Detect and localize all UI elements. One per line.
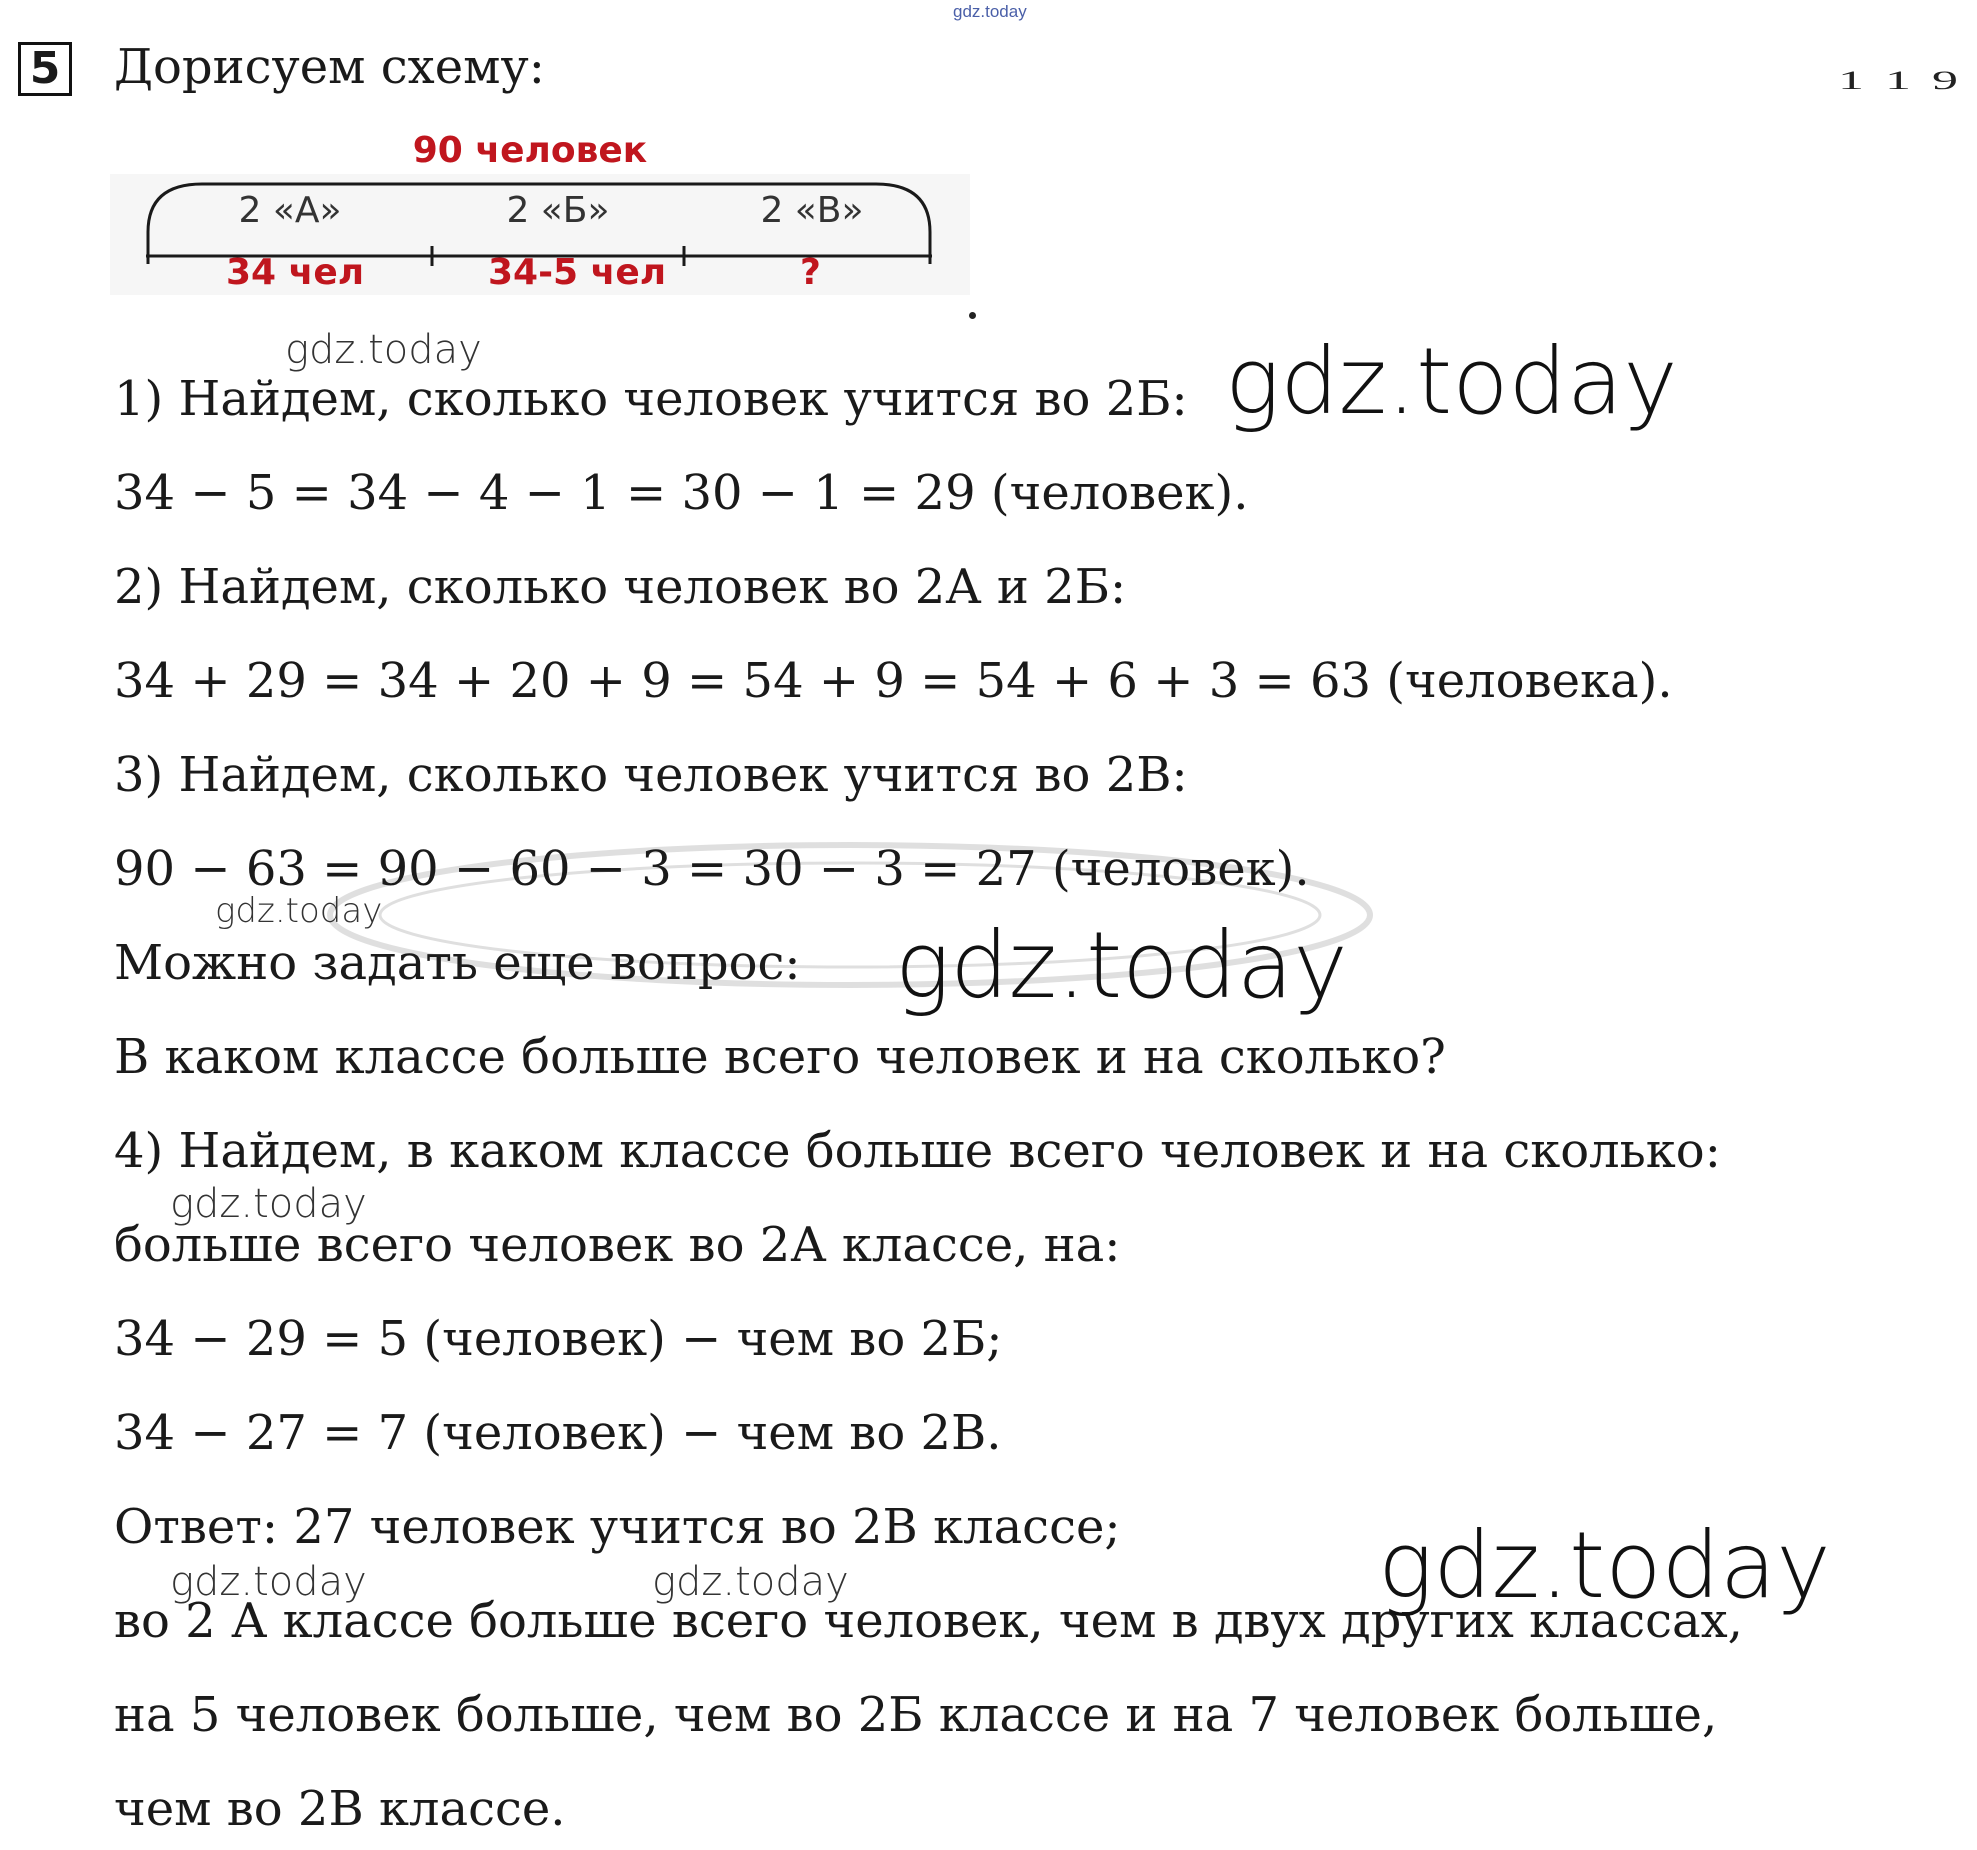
scheme-part-a-label: 2 «А» <box>238 190 342 231</box>
scheme-part-c-label: 2 «В» <box>760 190 864 231</box>
solution-line-1: 1) Найдем, сколько человек учится во 2Б: <box>114 371 1188 427</box>
answer-line-3: на 5 человек больше, чем во 2Б классе и на 7 человек больше, <box>114 1687 1718 1743</box>
solution-line-7: Можно задать еще вопрос: <box>114 935 801 991</box>
solution-line-5: 3) Найдем, сколько человек учится во 2В: <box>114 747 1188 803</box>
solution-line-9: 4) Найдем, в каком классе больше всего человек и на сколько: <box>114 1123 1721 1179</box>
top-watermark: gdz.today <box>953 2 1027 21</box>
watermark-small: gdz.today <box>652 1559 849 1605</box>
solution-line-2: 34 − 5 = 34 − 4 − 1 = 30 − 1 = 29 (человек). <box>114 465 1249 521</box>
answer-line-4: чем во 2В классе. <box>114 1781 566 1837</box>
scheme-part-c-value: ? <box>800 252 821 293</box>
heading: Дорисуем схему: <box>114 39 545 95</box>
scheme-part-b-label: 2 «Б» <box>506 190 610 231</box>
solution-line-12: 34 − 27 = 7 (человек) − чем во 2В. <box>114 1405 1002 1461</box>
scheme-part-a-value: 34 чел <box>226 252 365 293</box>
watermark-small: gdz.today <box>285 327 482 373</box>
watermark-small: gdz.today <box>170 1181 367 1227</box>
answer-line-1: Ответ: 27 человек учится во 2В классе; <box>114 1499 1121 1555</box>
scheme-part-b-value: 34-5 чел <box>488 252 667 293</box>
watermark-big: gdz.today <box>1378 1512 1831 1619</box>
scheme-total-label: 90 человек <box>412 130 648 171</box>
watermark-big: gdz.today <box>1225 328 1678 435</box>
solution-line-11: 34 − 29 = 5 (человек) − чем во 2Б; <box>114 1311 1003 1367</box>
solution-line-6: 90 − 63 = 90 − 60 − 3 = 30 − 3 = 27 (человек). <box>114 841 1310 897</box>
watermark-small: gdz.today <box>170 1559 367 1605</box>
answer-line-2: во 2 А классе больше всего человек, чем в двух других классах, <box>114 1593 1743 1649</box>
watermark-small: gdz.today <box>215 891 383 931</box>
task-number-badge: 5 <box>18 42 72 96</box>
solution-line-3: 2) Найдем, сколько человек во 2А и 2Б: <box>114 559 1127 615</box>
stray-dot <box>969 312 976 319</box>
solution-line-4: 34 + 29 = 34 + 20 + 9 = 54 + 9 = 54 + 6 + 3 = 63 (человека). <box>114 653 1673 709</box>
watermark-big: gdz.today <box>895 912 1348 1019</box>
solution-line-8: В каком классе больше всего человек и на сколько? <box>114 1029 1446 1085</box>
edge-fragment: 1 1 9 <box>1838 66 1962 95</box>
segment-scheme <box>110 120 970 300</box>
solution-line-10: больше всего человек во 2А классе, на: <box>114 1217 1121 1273</box>
